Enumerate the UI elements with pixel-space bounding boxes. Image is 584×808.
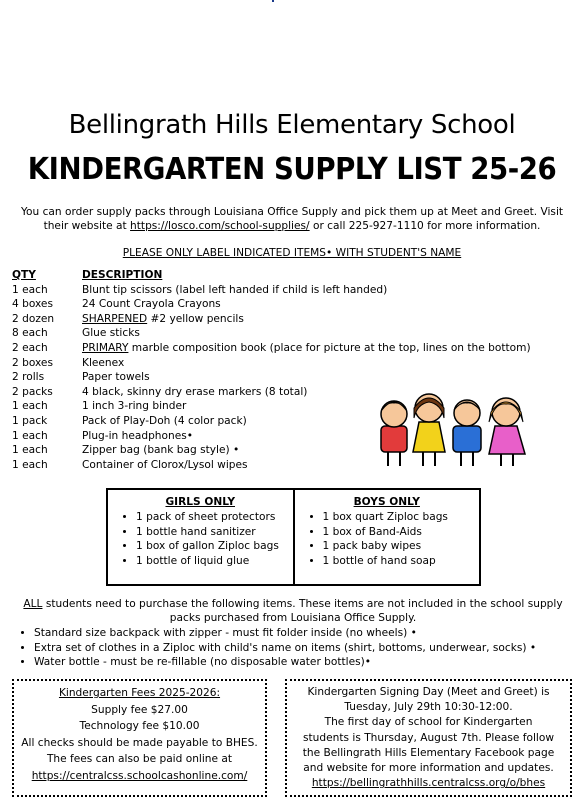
list-title: KINDERGARTEN SUPPLY LIST 25-26: [27, 152, 557, 187]
extra-items-list: [14, 626, 584, 670]
supply-description-text: Blunt tip scissors (label left handed if child is left handed): [82, 283, 388, 296]
supply-emphasis: SHARPENED: [82, 312, 148, 325]
extra-items: [14, 626, 584, 670]
signing-line-4: students is Thursday, August 7th. Please follow: [303, 731, 554, 744]
supply-description-text: marble composition book (place for picture at the top, lines on the bottom): [128, 341, 531, 354]
label-notice: PLEASE ONLY LABEL INDICATED ITEMS• WITH STUDENT'S NAME: [122, 247, 462, 259]
supply-description: [82, 312, 244, 327]
signing-line-1: Kindergarten Signing Day (Meet and Greet) is: [307, 686, 550, 698]
kid-blue: [453, 400, 481, 466]
supply-description: [82, 429, 193, 444]
supply-qty: 2 rolls: [12, 371, 45, 384]
signing-line-6: and website for more information and updates.: [303, 762, 554, 775]
boys-item: • 1 bottle of hand soap: [323, 554, 480, 569]
boys-header: BOYS ONLY: [353, 496, 420, 508]
supply-fee: Supply fee $27.00: [91, 703, 188, 716]
girls-item: • 1 bottle of liquid glue: [136, 554, 293, 569]
girls-list: [108, 510, 293, 568]
list-header: [12, 268, 531, 283]
boys-column: [293, 490, 480, 584]
supply-description: [82, 341, 531, 356]
gender-items-box: [106, 488, 481, 586]
kids-clipart: [375, 386, 531, 468]
girls-header: GIRLS ONLY: [165, 496, 235, 508]
school-name: Bellingrath Hills Elementary School: [68, 110, 516, 140]
supply-description-text: Plug-in headphones•: [82, 429, 193, 442]
supply-description-text: 24 Count Crayola Crayons: [82, 298, 221, 311]
all-students-paragraph: [10, 597, 576, 625]
kid-red: [381, 401, 407, 466]
online-note: The fees can also be paid online at: [46, 753, 233, 766]
extra-item: • Standard size backpack with zipper - must fit folder inside (no wheels) •: [34, 626, 584, 641]
boys-list: [295, 510, 480, 568]
supply-qty: 1 each: [12, 458, 48, 471]
supply-description-text: 4 black, skinny dry erase markers (8 total): [82, 385, 308, 398]
checks-note: All checks should be made payable to BHES.: [21, 736, 258, 749]
supply-description: [82, 283, 387, 298]
supply-qty: 1 each: [12, 283, 48, 296]
supply-row: [12, 283, 531, 298]
extra-item: • Water bottle - must be re-fillable (no disposable water bottles)•: [34, 655, 584, 670]
supply-description-text: Kleenex: [82, 356, 125, 369]
top-dot: [272, 0, 274, 2]
supply-description-text: Glue sticks: [82, 327, 140, 340]
supply-row: [12, 341, 531, 356]
girls-item: • 1 box of gallon Ziploc bags: [136, 539, 293, 554]
intro-text-after: or call 225-927-1110 for more information.: [309, 220, 541, 232]
fees-title: Kindergarten Fees 2025-2026:: [58, 687, 221, 699]
supply-qty: 2 boxes: [12, 356, 53, 369]
supply-description: [82, 370, 150, 385]
kid-pink: [489, 398, 525, 466]
supply-qty: 1 each: [12, 444, 48, 457]
school-website-link[interactable]: https://bellingrathhills.centralcss.org/o/bhes: [311, 777, 546, 790]
supply-description-text: Paper towels: [82, 371, 150, 384]
all-students-text: students need to purchase the following items. These items are not included in the school supply packs purchased from Louisiana Office Supply.: [42, 598, 563, 624]
supply-qty: 1 each: [12, 429, 48, 442]
all-word: ALL: [23, 598, 43, 610]
intro-text-before: You can order supply packs through Louisiana Office Supply and pick them up at Meet and Greet. Visit their website at: [20, 206, 564, 232]
supply-description-text: #2 yellow pencils: [147, 312, 244, 325]
kid-yellow: [413, 394, 445, 466]
boys-item: • 1 pack baby wipes: [323, 539, 480, 554]
intro-paragraph: [8, 205, 576, 233]
supply-qty: 8 each: [12, 327, 48, 340]
supply-description: [82, 385, 307, 400]
fees-link[interactable]: https://centralcss.schoolcashonline.com/: [31, 769, 248, 782]
supply-qty: 1 each: [12, 400, 48, 413]
supply-description: [82, 458, 248, 473]
losco-link[interactable]: https://losco.com/school-supplies/: [130, 220, 310, 232]
supply-emphasis: PRIMARY: [82, 341, 129, 354]
extra-item: • Extra set of clothes in a Ziploc with child's name on items (shirt, bottoms, underwear, socks) •: [34, 641, 584, 656]
signing-line-5: the Bellingrath Hills Elementary Facebook page: [302, 746, 555, 759]
supply-description-text: Zipper bag (bank bag style) •: [82, 444, 240, 457]
supply-description: [82, 414, 247, 429]
signing-line-2: Tuesday, July 29th 10:30-12:00.: [344, 701, 513, 714]
supply-qty: 2 dozen: [12, 312, 55, 325]
supply-description: [82, 356, 124, 371]
supply-description-text: 1 inch 3-ring binder: [82, 400, 187, 413]
supply-description: [82, 399, 186, 414]
boys-item: • 1 box of Band-Aids: [323, 525, 480, 540]
supply-qty: 2 each: [12, 341, 48, 354]
supply-qty: 1 pack: [12, 414, 48, 427]
supply-row: [12, 356, 531, 371]
girls-item: • 1 bottle hand sanitizer: [136, 525, 293, 540]
supply-row: [12, 370, 531, 385]
boys-item: • 1 box quart Ziploc bags: [323, 510, 480, 525]
supply-qty: 4 boxes: [12, 298, 53, 311]
supply-description-text: Pack of Play-Doh (4 color pack): [82, 414, 247, 427]
supply-description: [82, 297, 221, 312]
supply-description: [82, 326, 140, 341]
girls-item: • 1 pack of sheet protectors: [136, 510, 293, 525]
supply-row: [12, 326, 531, 341]
girls-column: [108, 490, 293, 584]
supply-description-text: Container of Clorox/Lysol wipes: [82, 458, 248, 471]
supply-row: [12, 297, 531, 312]
supply-description: [82, 443, 239, 458]
technology-fee: Technology fee $10.00: [79, 720, 200, 733]
supply-qty: 2 packs: [12, 385, 53, 398]
signing-box: [285, 679, 572, 797]
description-header: DESCRIPTION: [82, 269, 163, 281]
qty-header: QTY: [12, 269, 36, 281]
fees-box: [12, 679, 267, 797]
signing-line-3: The first day of school for Kindergarten: [324, 716, 533, 729]
supply-row: [12, 312, 531, 327]
